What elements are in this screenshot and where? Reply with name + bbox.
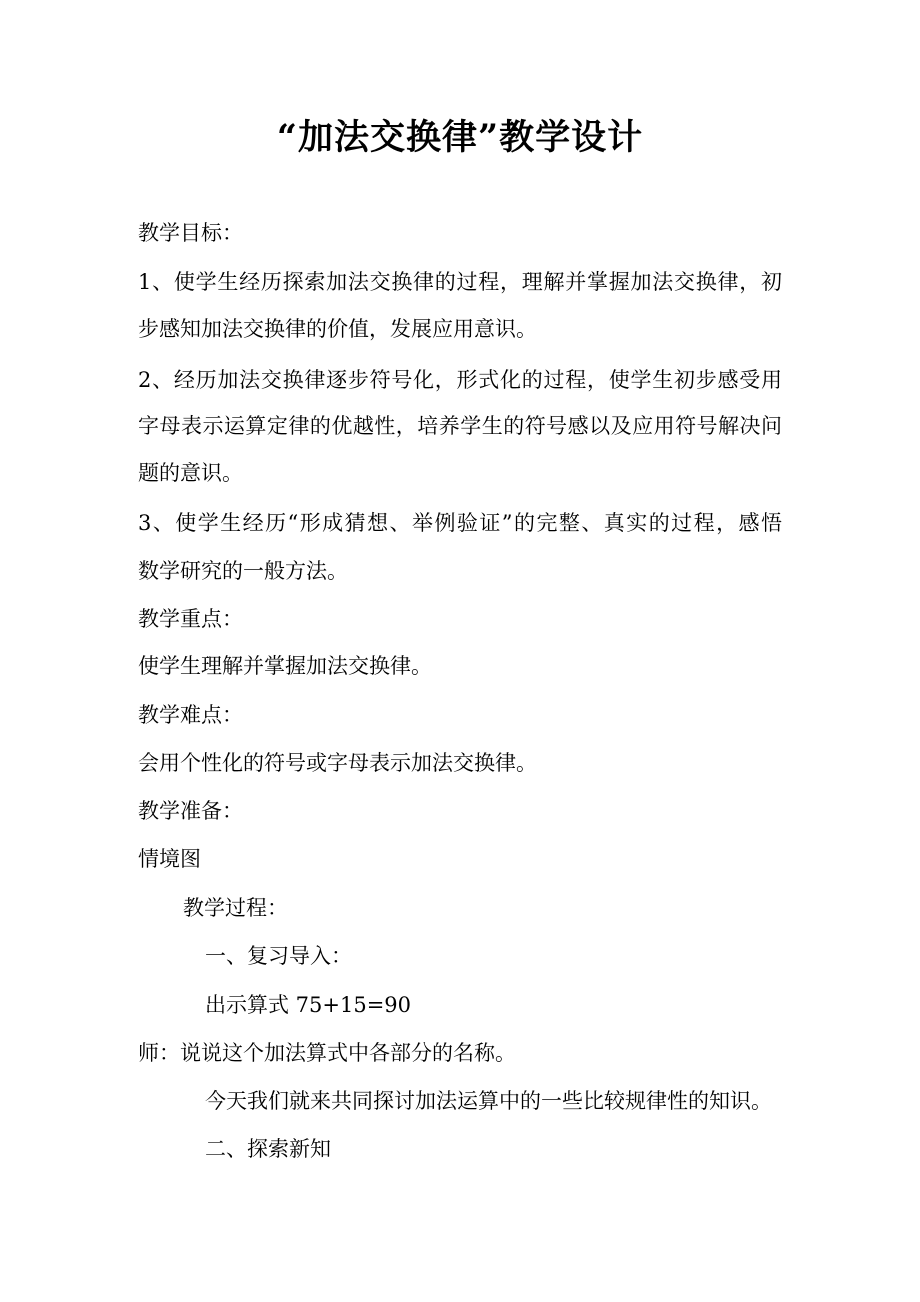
- section-review-intro: 一、复习导入：: [205, 944, 352, 968]
- teacher-prompt: 师：说说这个加法算式中各部分的名称。: [138, 1041, 516, 1065]
- difficulties-text: 会用个性化的符号或字母表示加法交换律。: [138, 751, 537, 775]
- goal-2-line-2: 字母表示运算定律的优越性，培养学生的符号感以及应用符号解决问: [138, 414, 782, 438]
- goal-1-line-2: 步感知加法交换律的价值，发展应用意识。: [138, 317, 537, 341]
- show-equation: 出示算式 75+15=90: [205, 993, 412, 1017]
- heading-process: 教学过程：: [183, 896, 288, 920]
- heading-teaching-goals: 教学目标：: [138, 221, 243, 245]
- goal-2-line-3: 题的意识。: [138, 461, 243, 485]
- heading-difficulties: 教学难点：: [138, 703, 243, 727]
- preparation-text: 情境图: [138, 847, 201, 871]
- today-intro: 今天我们就来共同探讨加法运算中的一些比较规律性的知识。: [205, 1089, 772, 1113]
- section-explore: 二、探索新知: [205, 1137, 331, 1161]
- heading-preparation: 教学准备：: [138, 799, 243, 823]
- goal-2-line-1: 2、经历加法交换律逐步符号化，形式化的过程，使学生初步感受用: [138, 368, 782, 392]
- goal-1-line-1: 1、使学生经历探索加法交换律的过程，理解并掌握加法交换律，初: [138, 270, 782, 294]
- document-title: “加法交换律”教学设计: [276, 117, 644, 158]
- goal-3-line-1: 3、使学生经历“形成猜想、举例验证”的完整、真实的过程，感悟: [138, 511, 782, 535]
- goal-3-line-2: 数学研究的一般方法。: [138, 559, 348, 583]
- heading-key-points: 教学重点：: [138, 607, 243, 631]
- key-points-text: 使学生理解并掌握加法交换律。: [138, 654, 432, 678]
